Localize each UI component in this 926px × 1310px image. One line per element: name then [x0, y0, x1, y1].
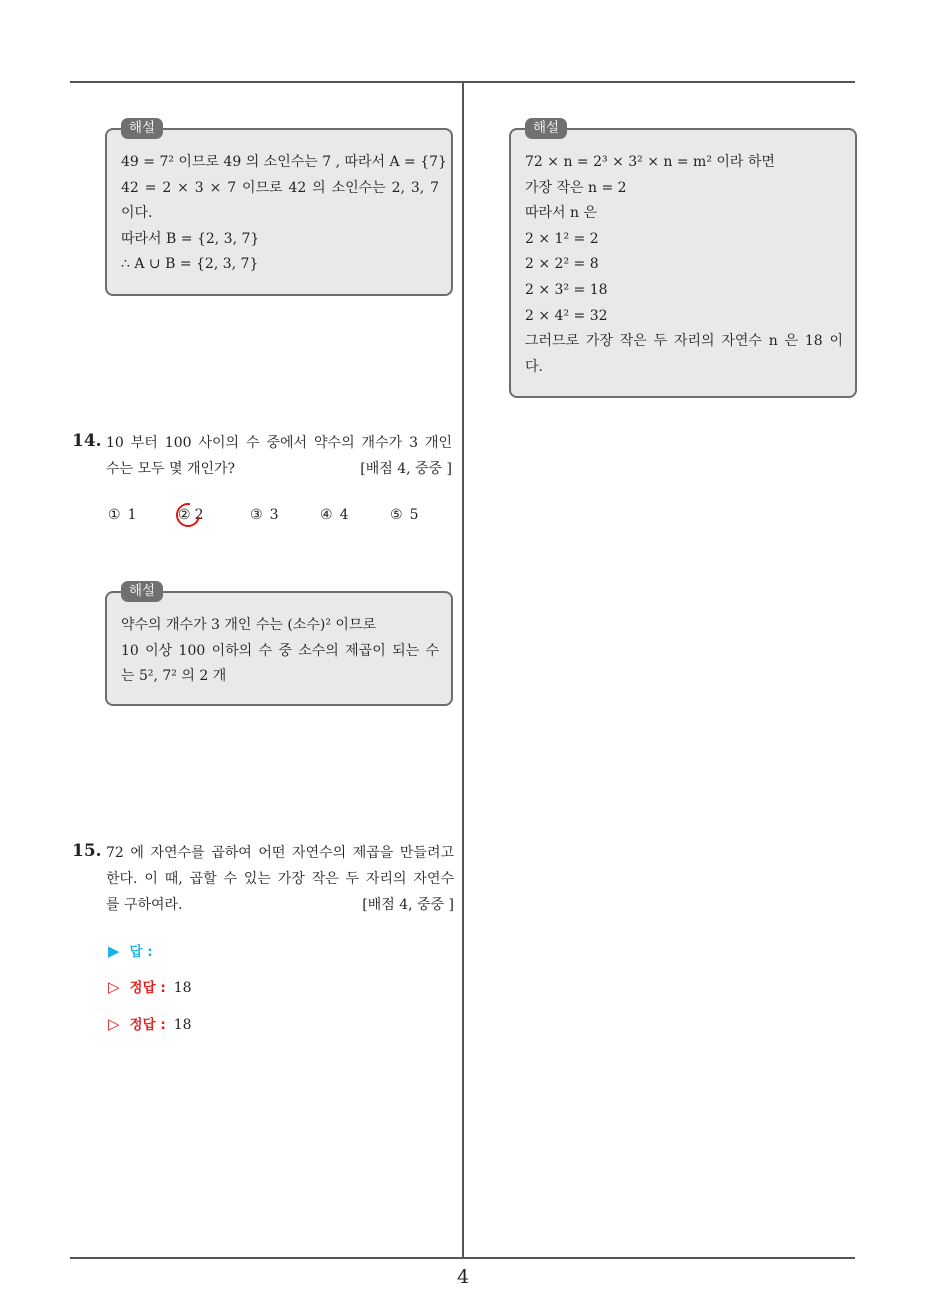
outline-arrow-icon: ▷ — [108, 1015, 120, 1033]
choice-mark: ⑤ — [390, 507, 403, 523]
solution-line: 는 5², 7² 의 2 개 — [121, 668, 227, 685]
correct-answer-row — [108, 1013, 192, 1033]
choice-mark: ① — [108, 507, 121, 523]
question-text: 를 구하여라. — [106, 897, 183, 913]
solution-tag: 해설 — [525, 118, 567, 139]
footer-rule — [70, 1257, 855, 1259]
solution-line: 이다. — [121, 205, 153, 222]
solution-line: 다. — [525, 358, 543, 375]
question-14 — [72, 430, 452, 486]
solution-line: 49 = 7² 이므로 49 의 소인수는 7 , 따라서 A = {7} — [121, 154, 447, 170]
choice-value: 3 — [269, 507, 279, 523]
solution-line: 따라서 n 은 — [525, 205, 598, 222]
column-divider — [462, 82, 464, 1258]
choice-mark: ② — [178, 507, 191, 523]
correct-answer-value: 18 — [173, 1017, 192, 1033]
solution-box-q13 — [105, 120, 453, 296]
solution-line: 10 이상 100 이하의 수 중 소수의 제곱이 되는 수 — [121, 642, 439, 659]
solution-line: 2 × 2² = 8 — [525, 256, 599, 273]
solution-line: 약수의 개수가 3 개인 수는 (소수)² 이므로 — [121, 617, 377, 633]
solution-box-q14 — [105, 583, 453, 706]
solution-line: 2 × 3² = 18 — [525, 281, 608, 298]
solution-box-q15 — [509, 120, 857, 398]
solution-line: 2 × 4² = 32 — [525, 307, 608, 324]
question-15 — [72, 840, 454, 920]
choice-value: 2 — [194, 507, 204, 523]
choice-1[interactable] — [108, 507, 136, 523]
question-text: 수는 모두 몇 개인가? — [106, 461, 236, 477]
solution-tag: 해설 — [121, 118, 163, 139]
choice-value: 5 — [409, 507, 419, 523]
correct-answer-label: 정답 : — [129, 1017, 166, 1033]
correct-answer-row — [108, 976, 192, 996]
solution-line: 그러므로 가장 작은 두 자리의 자연수 n 은 18 이 — [525, 333, 843, 350]
choice-mark: ③ — [250, 507, 263, 523]
question-text: 한다. 이 때, 곱할 수 있는 가장 작은 두 자리의 자연수 — [106, 871, 454, 887]
correct-answer-value: 18 — [173, 980, 192, 996]
choice-3[interactable] — [250, 507, 278, 523]
solution-line: 72 × n = 2³ × 3² × n = m² 이라 하면 — [525, 154, 775, 170]
choice-5[interactable] — [390, 507, 418, 523]
solution-line: 따라서 B = {2, 3, 7} — [121, 230, 260, 247]
solution-line: ∴ A ∪ B = {2, 3, 7} — [121, 256, 259, 273]
choice-mark: ④ — [320, 507, 333, 523]
correct-answer-label: 정답 : — [129, 980, 166, 996]
question-number: 15. — [72, 841, 102, 861]
question-meta: [배점 4, 중중 ] — [362, 897, 454, 913]
choice-value: 4 — [339, 507, 349, 523]
answer-choices — [108, 507, 448, 531]
choice-value: 1 — [127, 507, 137, 523]
question-text: 72 에 자연수를 곱하여 어떤 자연수의 제곱을 만들려고 — [106, 845, 454, 861]
solution-line: 가장 작은 n = 2 — [525, 179, 627, 196]
solution-tag: 해설 — [121, 581, 163, 602]
page-number: 4 — [456, 1266, 470, 1288]
question-number: 14. — [72, 431, 102, 451]
question-text: 10 부터 100 사이의 수 중에서 약수의 개수가 3 개인 — [106, 435, 452, 451]
question-meta: [배점 4, 중중 ] — [360, 461, 452, 477]
answer-label: 답 : — [129, 944, 153, 960]
play-arrow-icon: ▶ — [108, 942, 120, 960]
choice-4[interactable] — [320, 507, 348, 523]
answer-prompt[interactable] — [108, 940, 161, 960]
outline-arrow-icon: ▷ — [108, 978, 120, 996]
solution-line: 42 = 2 × 3 × 7 이므로 42 의 소인수는 2, 3, 7 — [121, 179, 439, 196]
solution-line: 2 × 1² = 2 — [525, 230, 599, 247]
